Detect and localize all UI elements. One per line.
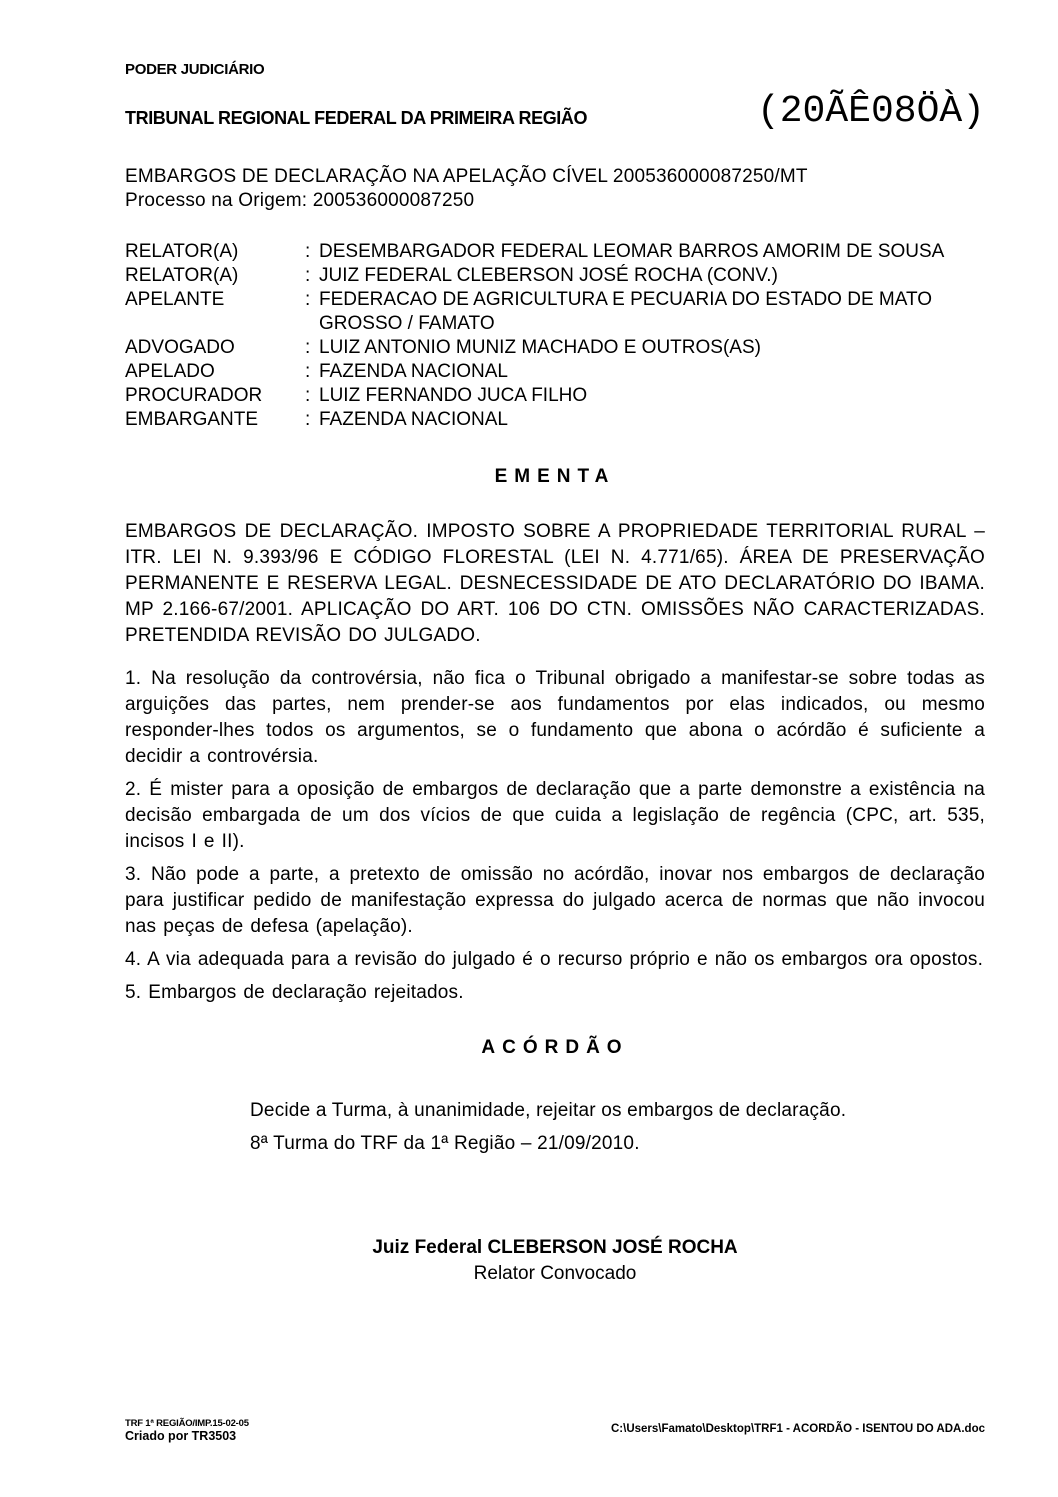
party-label: PROCURADOR bbox=[125, 385, 263, 406]
signature-block bbox=[125, 1235, 985, 1287]
case-title: EMBARGOS DE DECLARAÇÃO NA APELAÇÃO CÍVEL 200536000087250/MT bbox=[125, 166, 808, 187]
acordao-session-line: 8ª Turma do TRF da 1ª Região – 21/09/2010. bbox=[250, 1133, 640, 1154]
party-label: RELATOR(A) bbox=[125, 241, 239, 262]
party-label: APELANTE bbox=[125, 289, 225, 310]
party-list bbox=[125, 240, 985, 432]
document-header bbox=[125, 61, 985, 133]
party-value: DESEMBARGADOR FEDERAL LEOMAR BARROS AMORIM DE SOUSA bbox=[319, 241, 945, 262]
party-colon: : bbox=[305, 361, 311, 382]
party-colon: : bbox=[305, 385, 311, 406]
judge-role: Relator Convocado bbox=[473, 1263, 637, 1284]
judge-name: Juiz Federal CLEBERSON JOSÉ ROCHA bbox=[372, 1237, 738, 1258]
party-colon: : bbox=[305, 241, 311, 262]
acordao-heading: ACÓRDÃO bbox=[481, 1037, 629, 1058]
party-value: LUIZ FERNANDO JUCA FILHO bbox=[319, 385, 588, 406]
footer-form-code: TRF 1ª REGIÃO/IMP.15-02-05 bbox=[125, 1418, 249, 1429]
ementa-item-2: 2. É mister para a oposição de embargos de declaração que a parte demonstre a existência na decisão embargada de um dos vícios de que cuida a legislação de regência (CPC, art. 535, incisos I e II). bbox=[125, 779, 985, 852]
header-row bbox=[125, 90, 985, 133]
party-colon: : bbox=[305, 337, 311, 358]
footer-created-by: Criado por TR3503 bbox=[125, 1429, 237, 1443]
party-row bbox=[125, 408, 985, 432]
court-name: TRIBUNAL REGIONAL FEDERAL DA PRIMEIRA REGIÃO bbox=[125, 108, 588, 128]
party-colon: : bbox=[305, 289, 311, 310]
ementa-item-1: 1. Na resolução da controvérsia, não fica o Tribunal obrigado a manifestar-se sobre todas as arguições das partes, nem prender-se aos fundamentos por elas indicados, ou mesmo responder-lhes todos os argumentos, se o fundamento que abona o acórdão é suficiente a decidir a controvérsia. bbox=[125, 668, 985, 767]
ementa-item-3: 3. Não pode a parte, a pretexto de omissão no acórdão, inovar nos embargos de declaração para justificar pedido de manifestação expressa do julgado acerca de normas que não invocou nas peças de defesa (apelação). bbox=[125, 864, 985, 937]
acordao-decision: Decide a Turma, à unanimidade, rejeitar os embargos de declaração. bbox=[250, 1100, 847, 1121]
party-row bbox=[125, 360, 985, 384]
case-origin: Processo na Origem: 200536000087250 bbox=[125, 190, 475, 211]
ementa-summary: EMBARGOS DE DECLARAÇÃO. IMPOSTO SOBRE A PROPRIEDADE TERRITORIAL RURAL – ITR. LEI N. 9.393/96 E CÓDIGO FLORESTAL (LEI N. 4.771/65). ÁREA DE PRESERVAÇÃO PERMANENTE E RESERVA LEGAL. DESNECESSIDADE DE ATO DECLARATÓRIO DO IBAMA. MP 2.166-67/2001. APLICAÇÃO DO ART. 106 DO CTN. OMISSÕES NÃO CARACTERIZADAS. PRETENDIDA REVISÃO DO JULGADO. bbox=[125, 521, 985, 646]
ementa-item-5: 5. Embargos de declaração rejeitados. bbox=[125, 982, 464, 1003]
party-row bbox=[125, 336, 985, 360]
case-title-block bbox=[125, 165, 985, 213]
party-value: FAZENDA NACIONAL bbox=[319, 409, 508, 430]
footer-file-path: C:\Users\Famato\Desktop\TRF1 - ACORDÃO - ISENTOU DO ADA.doc bbox=[610, 1423, 985, 1435]
party-label: APELADO bbox=[125, 361, 215, 382]
judiciary-branch-label: PODER JUDICIÁRIO bbox=[125, 61, 265, 78]
party-row bbox=[125, 288, 985, 336]
party-value: LUIZ ANTONIO MUNIZ MACHADO E OUTROS(AS) bbox=[319, 337, 761, 358]
party-value: JUIZ FEDERAL CLEBERSON JOSÉ ROCHA (CONV.) bbox=[319, 265, 778, 286]
party-label: ADVOGADO bbox=[125, 337, 235, 358]
party-colon: : bbox=[305, 265, 311, 286]
party-row bbox=[125, 384, 985, 408]
ementa-heading: EMENTA bbox=[494, 466, 616, 487]
party-row bbox=[125, 264, 985, 288]
party-label: EMBARGANTE bbox=[125, 409, 259, 430]
footer-left-block bbox=[125, 1418, 249, 1443]
party-label: RELATOR(A) bbox=[125, 265, 239, 286]
page-footer bbox=[125, 1418, 985, 1443]
party-colon: : bbox=[305, 409, 311, 430]
ementa-item-4: 4. A via adequada para a revisão do julgado é o recurso próprio e não os embargos ora opostos. bbox=[125, 949, 984, 970]
stamp-code: (20ÃÊ08ÖÀ) bbox=[756, 90, 985, 133]
party-value: FEDERACAO DE AGRICULTURA E PECUARIA DO ESTADO DE MATO GROSSO / FAMATO bbox=[319, 289, 933, 334]
party-row bbox=[125, 240, 985, 264]
party-value: FAZENDA NACIONAL bbox=[319, 361, 508, 382]
